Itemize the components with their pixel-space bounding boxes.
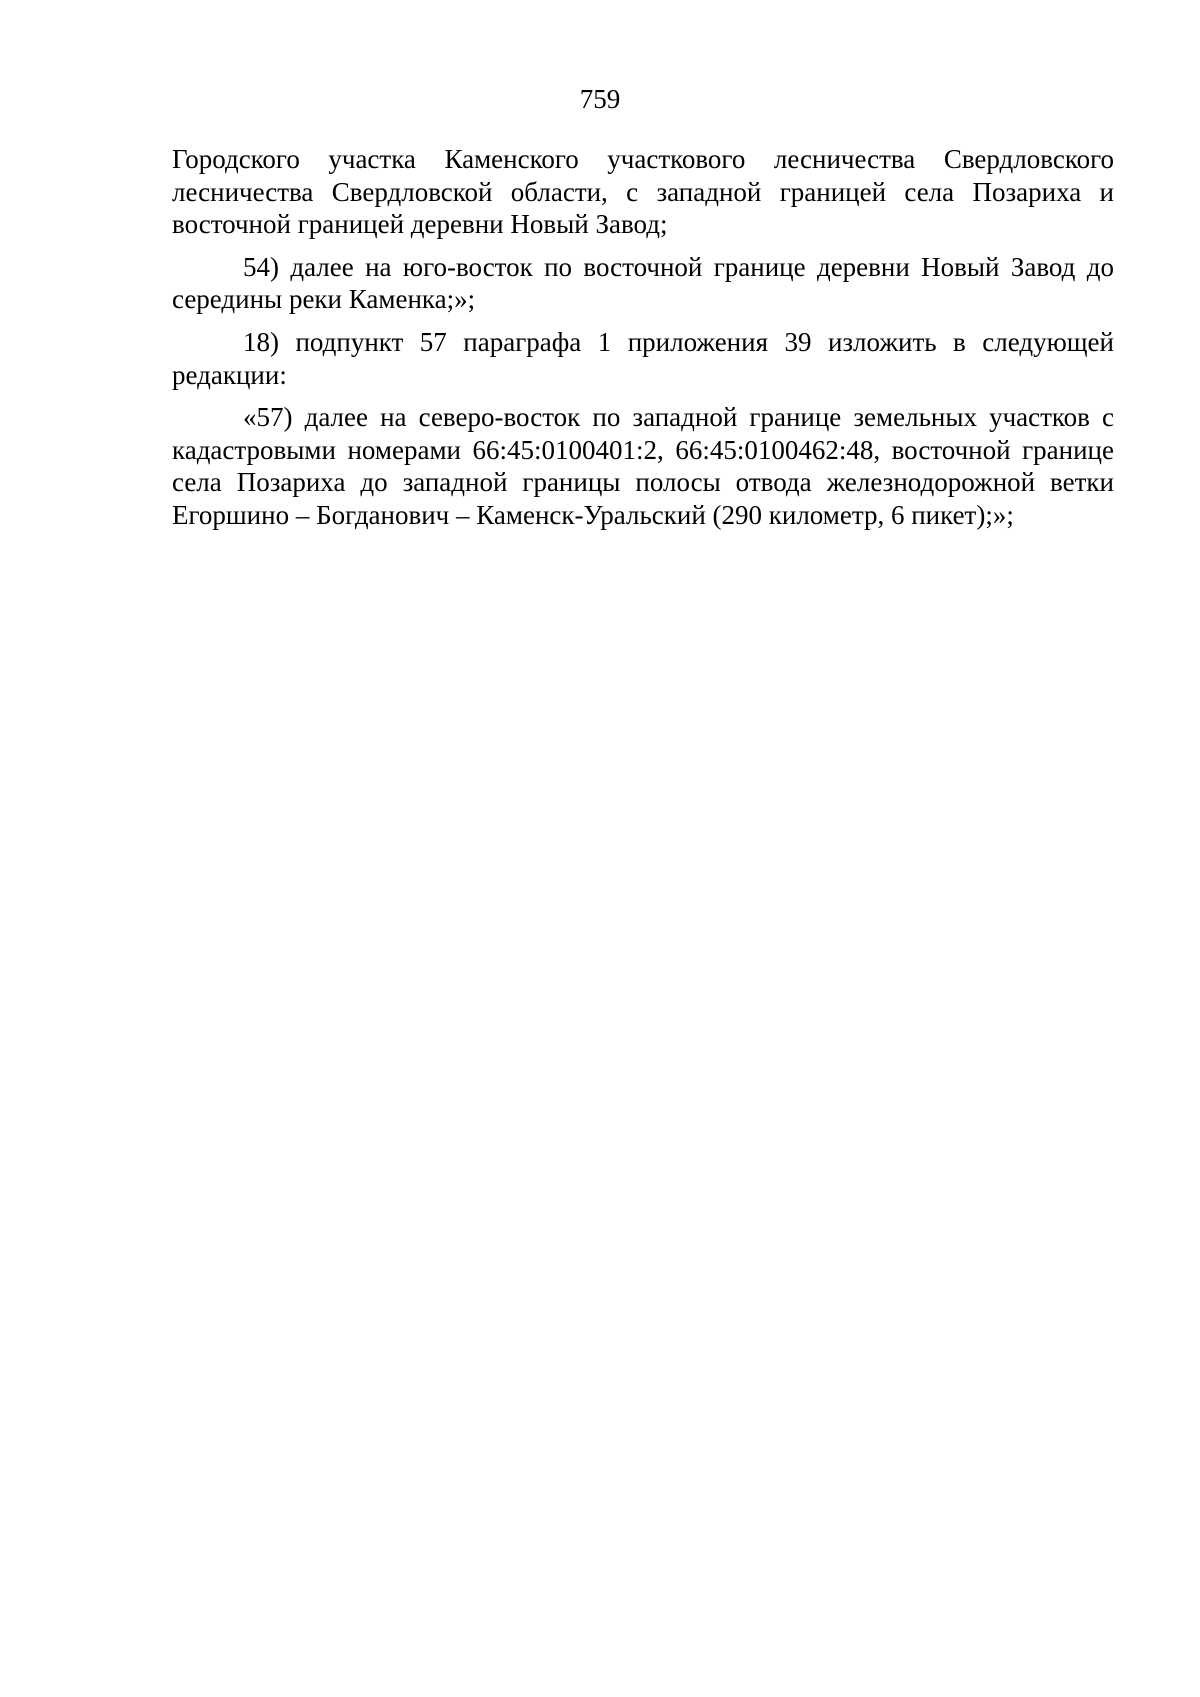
paragraph-item-18: 18) подпункт 57 параграфа 1 приложения 39 изложить в следующей редакции: [172, 326, 1114, 390]
page-number: 759 [579, 84, 621, 114]
paragraph-item-57-quote: «57) далее на северо-восток по западной границе земельных участков с кадастровыми номерами 66:45:0100401:2, 66:45:0100462:48, восточной границе села Позариха до западной границы полосы отвода железнодорожной ветки Егоршино – Богданович – Каменск-Уральский (290 километр, 6 пикет);»; [172, 402, 1114, 530]
paragraph-item-54: 54) далее на юго-восток по восточной границе деревни Новый Завод до середины реки Каменка;»; [172, 251, 1114, 315]
paragraph-continuation: Городского участка Каменского участкового лесничества Свердловского лесничества Свердловской области, с западной границей села Позариха и восточной границей деревни Новый Завод; [172, 144, 1114, 240]
document-body [172, 143, 1114, 542]
